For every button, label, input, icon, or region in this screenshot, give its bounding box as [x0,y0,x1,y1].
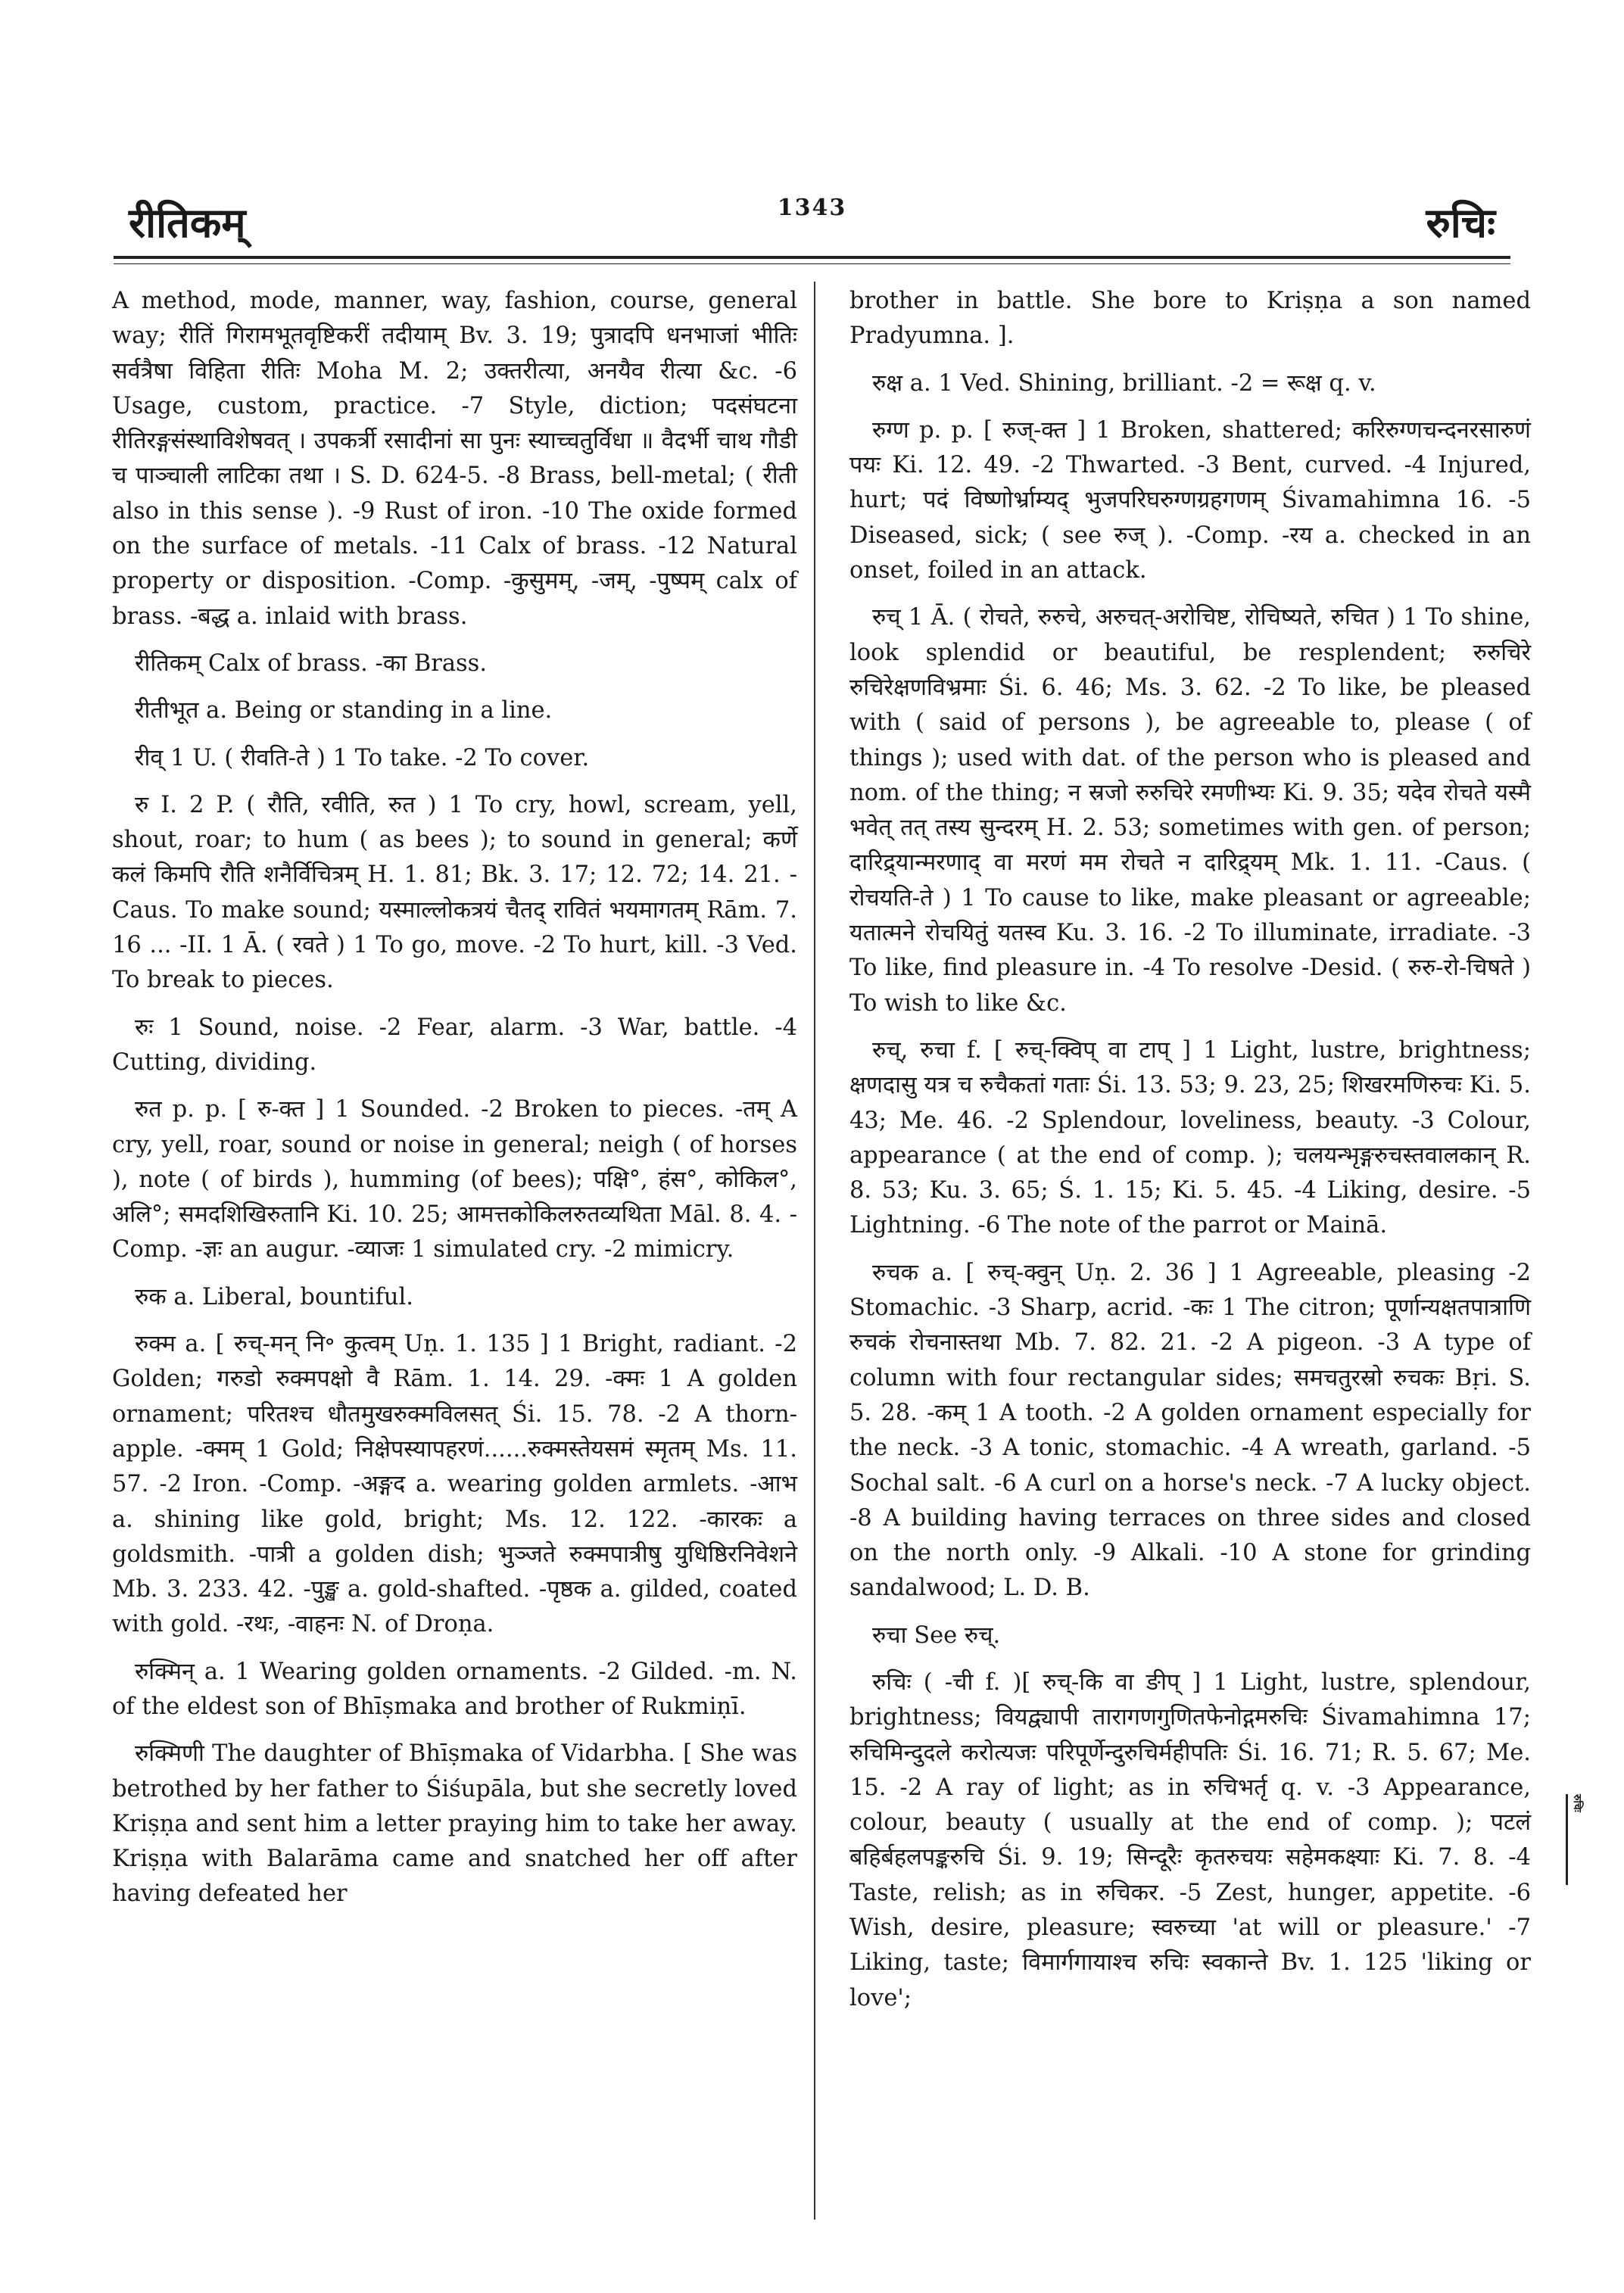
entry-rukmini-cont: brother in battle. She bore to Kriṣṇa a son named Pradyumna. ]. [849,288,1531,350]
header-rule-thin [114,263,1510,264]
left-column [112,284,797,1924]
entry-rukma: रुक्म a. [ रुच्-मन् नि॰ कुत्वम् Uṇ. 1. 135 ] 1 Bright, radiant. -2 Golden; गरुडो रुक्मपक्षो वै Rām. 1. 14. 29. -क्मः 1 A golden ornament; परितश्च धौतमुखरुक्मविलसत् Śi. 15. 78. -2 A thorn-apple. -क्मम् 1 Gold; निक्षेपस्यापहरणं......रुक्मस्तेयसमं स्मृतम् Ms. 11. 57. -2 Iron. -Comp. -अङ्गद a. wearing golden armlets. -आभ a. shining like gold, bright; Ms. 12. 122. -कारकः a goldsmith. -पात्री a golden dish; भुञ्जते रुक्मपात्रीषु युधिष्ठिरनिवेशने Mb. 3. 233. 42. -पुङ्ख a. gold-shafted. -पृष्ठक a. gilded, coated with gold. -रथः, -वाहनः N. of Droṇa. [112,1331,797,1638]
entry-ruta: रुत p. p. [ रु-क्त ] 1 Sounded. -2 Broken to pieces. -तम् A cry, yell, roar, sound or noise in general; neigh ( of horses ), note ( of birds ), humming (of bees); पक्षि°, हंस°, कोकिल°, अलि°; समदशिखिरुतानि Ki. 10. 25; आमत्तकोकिलरुतव्यथिता Māl. 8. 4. -Comp. -ज्ञः an augur. -व्याजः 1 simulated cry. -2 mimicry. [112,1096,797,1263]
page-number: 1343 [777,195,847,221]
page-header [114,148,1510,261]
entry-riv: रीव् 1 U. ( रीवति-ते ) 1 To take. -2 To cover. [135,744,590,771]
entry-ritikam: रीतिकम् Calx of brass. -का Brass. [135,650,488,677]
right-column [849,284,1531,2028]
thumb-index-label: रुचिः [1571,1794,1583,1812]
header-left-word: रीतिकम् [129,198,246,247]
entry-ruka: रुक a. Liberal, bountiful. [135,1283,413,1310]
entry-ruci: रुचिः ( -ची f. )[ रुच्-कि वा ङीप् ] 1 Light, lustre, splendour, brightness; वियद्व्यापी तारागणगुणितफेनोद्गमरुचिः Śivamahimna 17; रुचिमिन्दुदले करोत्यजः परिपूर्णेन्दुरुचिर्महीपतिः Śi. 16. 71; R. 5. 67; Me. 15. -2 A ray of light; as in रुचिभर्तृ q. v. -3 Appearance, colour, beauty ( usually at the end of comp. ); पटलं बहिर्बहलपङ्करुचि Śi. 9. 19; सिन्दूरैः कृतरुचयः सहेमकक्ष्याः Ki. 7. 8. -4 Taste, relish; as in रुचिकर. -5 Zest, hunger, appetite. -6 Wish, desire, pleasure; स्वरुच्या 'at will or pleasure.' -7 Liking, taste; विमार्गगायाश्च रुचिः स्वकान्ते Bv. 1. 125 'liking or love'; [849,1668,1531,2011]
entry-riti-cont: A method, mode, manner, way, fashion, course, general way; रीतिं गिरामभूतवृष्टिकरीं तदीयाम् Bv. 3. 19; पुत्रादपि धनभाजां भीतिः सर्वत्रैषा विहिता रीतिः Moha M. 2; उक्तरीत्या, अनयैव रीत्या &c. -6 Usage, custom, practice. -7 Style, diction; पदसंघटना रीतिरङ्गसंस्थाविशेषवत् । उपकर्त्री रसादीनां सा पुनः स्याच्चतुर्विधा ॥ वैदर्भी चाथ गौडी च पाञ्चाली लाटिका तथा । S. D. 624-5. -8 Brass, bell-metal; ( रीती also in this sense ). -9 Rust of iron. -10 The oxide formed on the surface of metals. -11 Calx of brass. -12 Natural property or disposition. -Comp. -कुसुमम्, -जम्, -पुष्पम् calx of brass. -बद्ध a. inlaid with brass. [112,288,797,630]
header-rule-thick [114,256,1510,259]
entry-ruh: रुः 1 Sound, noise. -2 Fear, alarm. -3 War, battle. -4 Cutting, dividing. [112,1014,797,1076]
entry-ru: रु I. 2 P. ( रौति, रवीति, रुत ) 1 To cry, howl, scream, yell, shout, roar; to hum ( as bees ); to sound in general; कर्णे कलं किमपि रौति शनैर्विचित्रम् H. 1. 81; Bk. 3. 17; 12. 72; 14. 21. -Caus. To make sound; यस्माल्लोकत्रयं चैतद् रावितं भयमागतम् Rām. 7. 16 ... -II. 1 Ā. ( रवते ) 1 To go, move. -2 To hurt, kill. -3 Ved. To break to pieces. [112,791,797,994]
entry-ritibhuta: रीतीभूत a. Being or standing in a line. [135,697,553,724]
entry-rukmin: रुक्मिन् a. 1 Wearing golden ornaments. -2 Gilded. -m. N. of the eldest son of Bhīṣmaka and brother of Rukmiṇī. [112,1658,797,1720]
entry-rukmini: रुक्मिणी The daughter of Bhīṣmaka of Vidarbha. [ She was betrothed by her father to Śiśupāla, but she secretly loved Kriṣṇa and sent him a letter praying him to take her away. Kriṣṇa with Balarāma came and snatched her off after having defeated her [112,1740,797,1908]
header-right-word: रुचिः [1426,198,1495,247]
thumb-index-tab [1566,1794,1601,1885]
entry-ruc-noun: रुच्, रुचा f. [ रुच्-क्विप् वा टाप् ] 1 Light, lustre, brightness; क्षणदासु यत्र च रुचैकतां गताः Śi. 13. 53; 9. 23, 25; शिखरमणिरुचः Ki. 5. 43; Me. 46. -2 Splendour, loveliness, beauty. -3 Colour, appearance ( at the end of comp. ); चलयन्भृङ्गरुचस्तवालकान् R. 8. 53; Ku. 3. 65; Ś. 1. 15; Ki. 5. 45. -4 Liking, desire. -5 Lightning. -6 The note of the parrot or Mainā. [849,1036,1531,1239]
entry-ruksha: रुक्ष a. 1 Ved. Shining, brilliant. -2 = रूक्ष q. v. [872,369,1376,397]
entry-rugna: रुग्ण p. p. [ रुज्-क्त ] 1 Broken, shattered; करिरुग्णचन्दनरसारुणं पयः Ki. 12. 49. -2 Thwarted. -3 Bent, curved. -4 Injured, hurt; पदं विष्णोर्भ्राम्यद् भुजपरिघरुग्णग्रहगणम् Śivamahimna 16. -5 Diseased, sick; ( see रुज् ). -Comp. -रय a. checked in an onset, foiled in an attack. [849,416,1531,584]
entry-ruca: रुचा See रुच्. [872,1622,1001,1649]
entry-ruc-verb: रुच् 1 Ā. ( रोचते, रुरुचे, अरुचत्-अरोचिष्ट, रोचिष्यते, रुचित ) 1 To shine, look splendid or beautiful, be resplendent; रुरुचिरे रुचिरेक्षणविभ्रमाः Śi. 6. 46; Ms. 3. 62. -2 To like, be pleased with ( said of persons ), be agreeable to, please ( of things ); used with dat. of the person who is pleased and nom. of the thing; न स्रजो रुरुचिरे रमणीभ्यः Ki. 9. 35; यदेव रोचते यस्मै भवेत् तत् तस्य सुन्दरम् H. 2. 53; sometimes with gen. of person; दारिद्र्यान्मरणाद् वा मरणं मम रोचते न दारिद्र्यम् Mk. 1. 11. -Caus. ( रोचयति-ते ) 1 To cause to like, make pleasant or agreeable; यतात्मने रोचयितुं यतस्व Ku. 3. 16. -2 To illuminate, irradiate. -3 To like, find pleasure in. -4 To resolve -Desid. ( रुरु-रो-चिषते ) To wish to like &c. [849,604,1531,1017]
entry-rucaka: रुचक a. [ रुच्-क्वुन् Uṇ. 2. 36 ] 1 Agreeable, pleasing -2 Stomachic. -3 Sharp, acrid. -कः 1 The citron; पूर्णान्यक्षतपात्राणि रुचकं रोचनास्तथा Mb. 7. 82. 21. -2 A pigeon. -3 A type of column with four rectangular sides; समचतुरस्रो रुचकः Bṛi. S. 5. 28. -कम् 1 A tooth. -2 A golden ornament especially for the neck. -3 A tonic, stomachic. -4 A wreath, garland. -5 Sochal salt. -6 A curl on a horse's neck. -7 A lucky object. -8 A building having terraces on three sides and closed on the north only. -9 Alkali. -10 A stone for grinding sandalwood; L. D. B. [849,1259,1531,1602]
column-divider [814,282,815,2220]
